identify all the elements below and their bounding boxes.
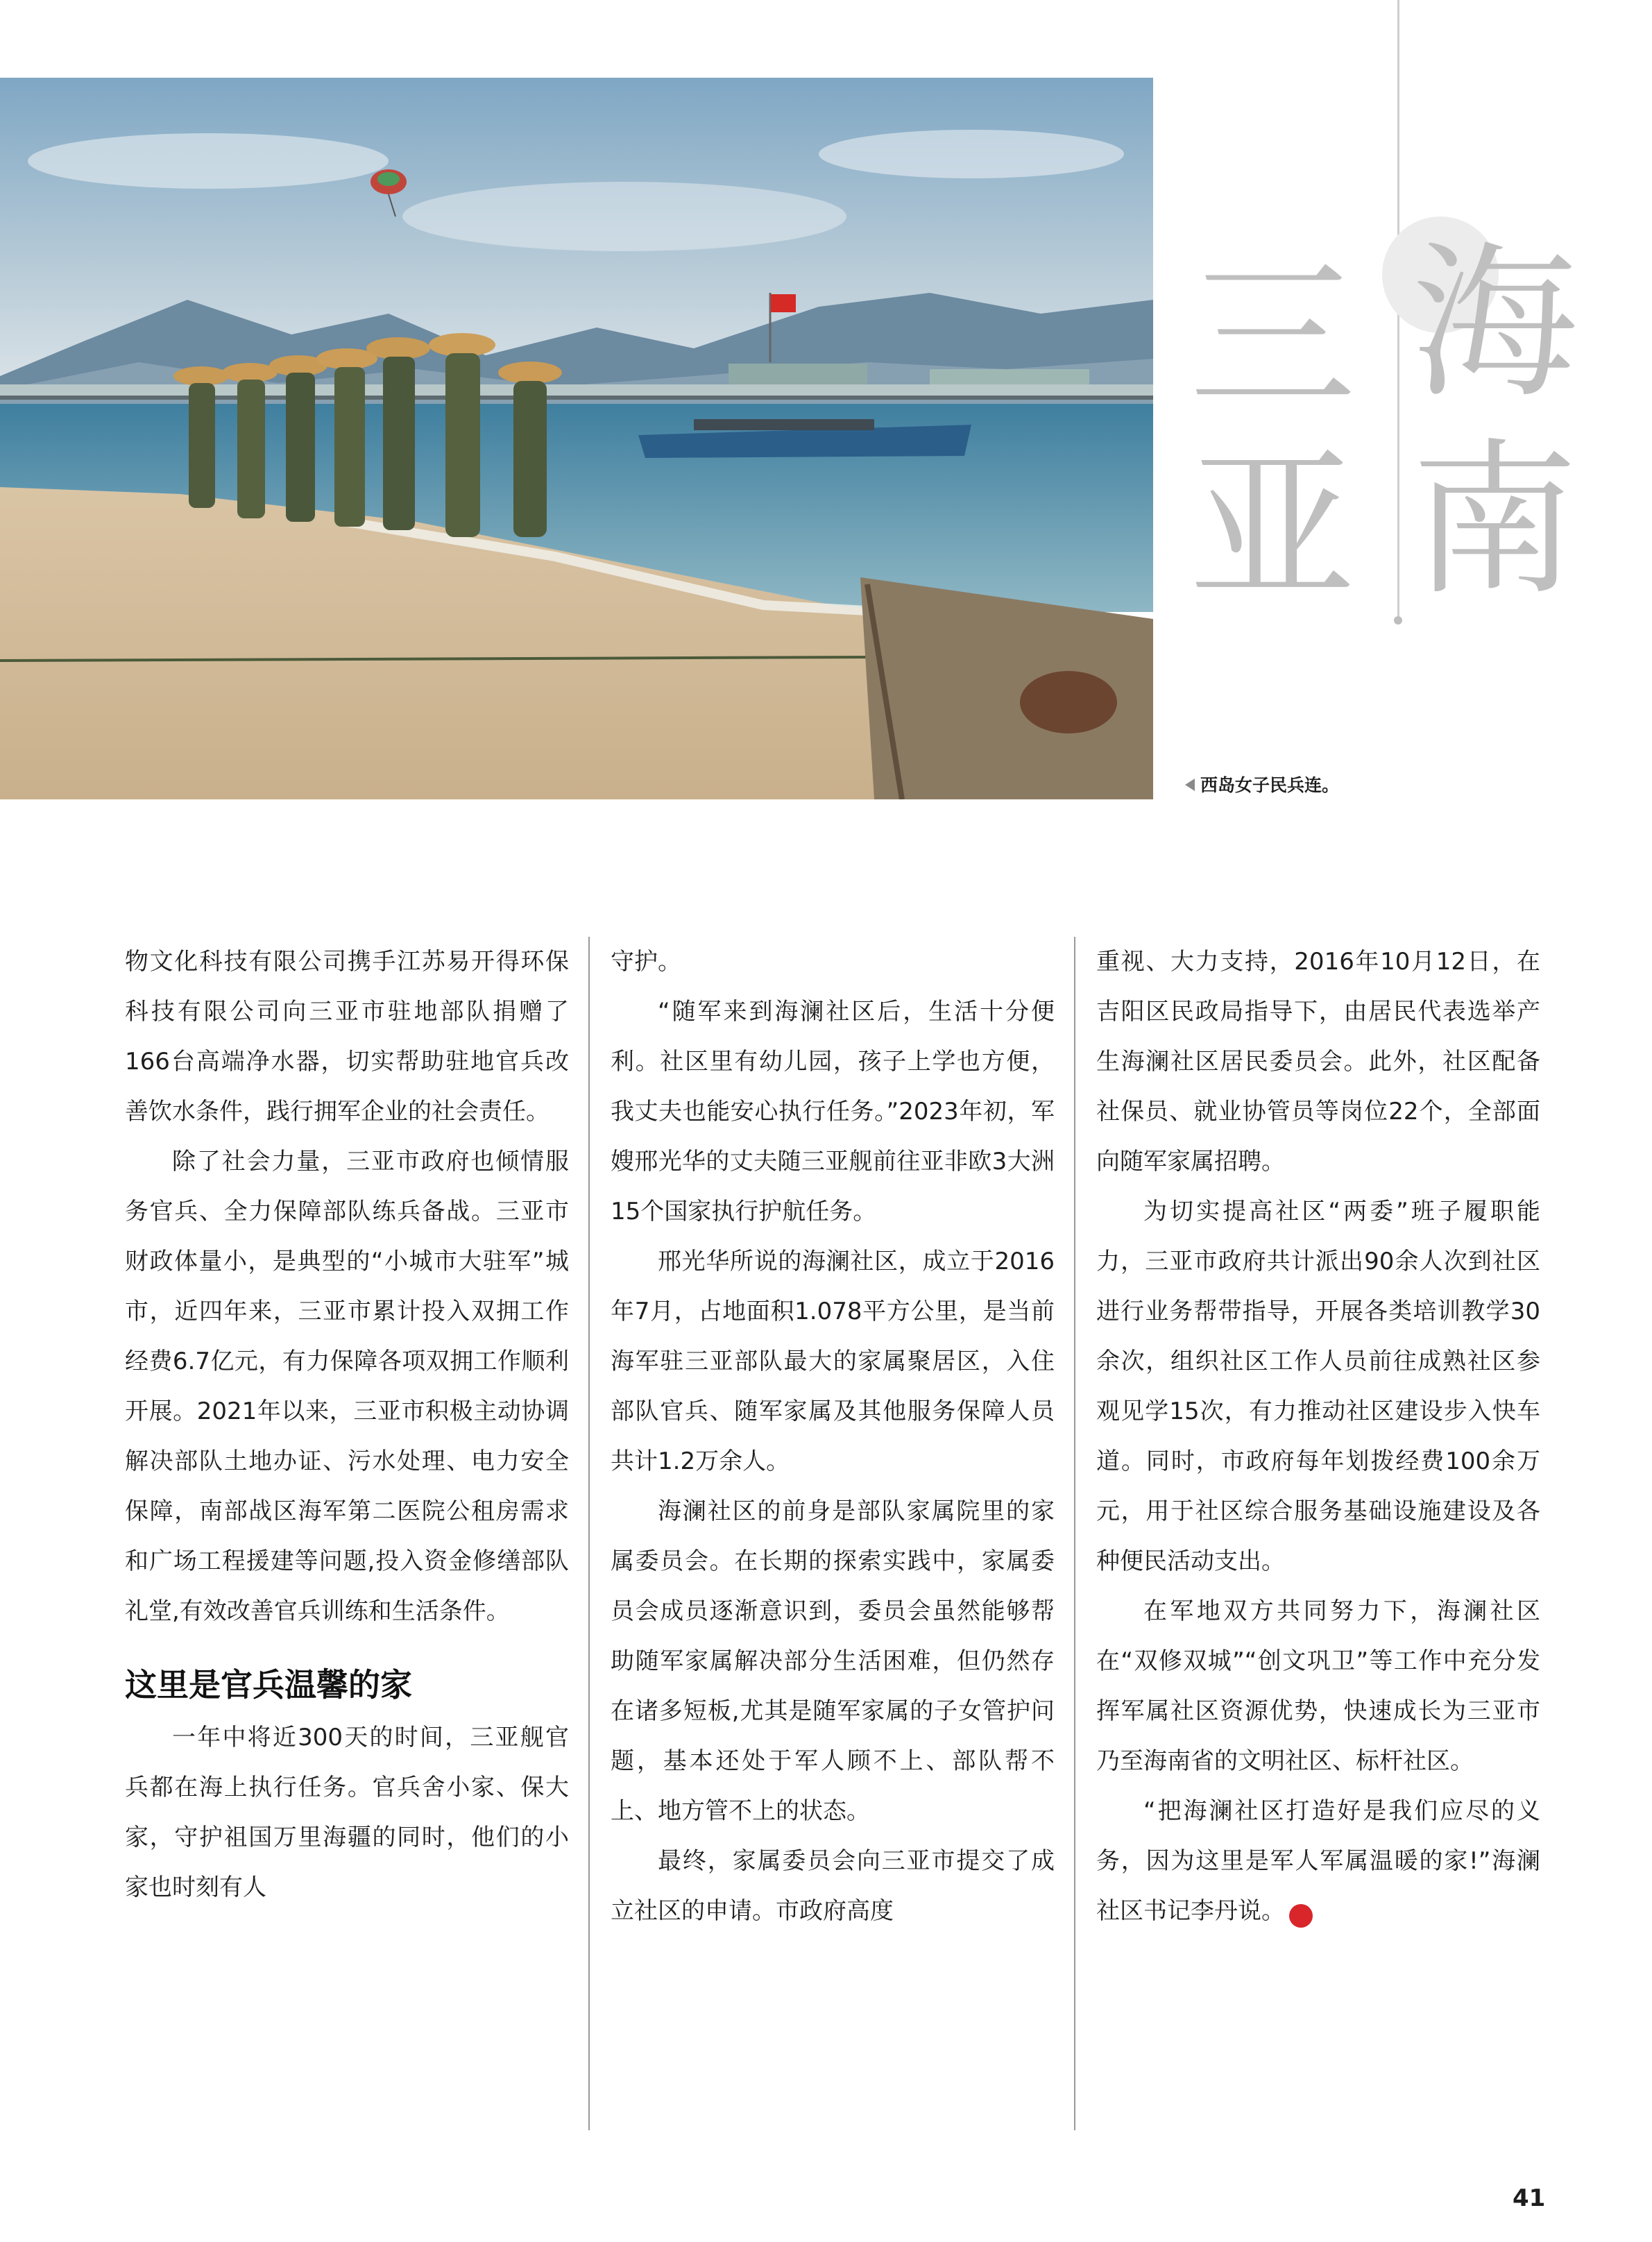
column-separator bbox=[1074, 937, 1075, 2130]
paragraph-final bbox=[1096, 1786, 1540, 1936]
paragraph: 重视、大力支持，2016年10月12日，在吉阳区民政局指导下，由居民代表选举产生海澜社区居民委员会。此外，社区配备社保员、就业协管员等岗位22个，全部面向随军家属招聘。 bbox=[1096, 948, 1540, 1175]
text-column-1 bbox=[125, 937, 569, 1912]
column-separator bbox=[588, 937, 590, 2130]
text-column-3 bbox=[1096, 937, 1540, 1936]
paragraph: 物文化科技有限公司携手江苏易开得环保科技有限公司向三亚市驻地部队捐赠了166台高端净水器，切实帮助驻地官兵改善饮水条件，践行拥军企业的社会责任。 bbox=[125, 948, 569, 1126]
paragraph: 海澜社区的前身是部队家属院里的家属委员会。在长期的探索实践中，家属委员会成员逐渐意识到，委员会虽然能够帮助随军家属解决部分生活困难，但仍然存在诸多短板,尤其是随军家属的子女管护问题，基本还处于军人顾不上、部队帮不上、地方管不上的状态。 bbox=[611, 1497, 1055, 1825]
caption-arrow-icon bbox=[1185, 779, 1195, 791]
page-number: 41 bbox=[1513, 2184, 1546, 2212]
text-column-2 bbox=[611, 937, 1055, 1936]
title-char-nan: 南 bbox=[1411, 423, 1578, 618]
rule-dot bbox=[1394, 616, 1402, 625]
paragraph: 邢光华所说的海澜社区，成立于2016年7月，占地面积1.078平方公里，是当前海军驻三亚部队最大的家属聚居区，入住部队官兵、随军家属及其他服务保障人员共计1.2万余人。 bbox=[611, 1248, 1055, 1475]
paragraph: 最终，家属委员会向三亚市提交了成立社区的申请。市政府高度 bbox=[611, 1847, 1055, 1925]
title-char-ya: 亚 bbox=[1189, 430, 1356, 625]
paragraph: 一年中将近300天的时间，三亚舰官兵都在海上执行任务。官兵舍小家、保大家，守护祖国万里海疆的同时，他们的小家也时刻有人 bbox=[125, 1724, 569, 1901]
title-char-san: 三 bbox=[1189, 240, 1356, 434]
title-char-hai: 海 bbox=[1411, 226, 1578, 421]
paragraph: 为切实提高社区“两委”班子履职能力，三亚市政府共计派出90余人次到社区进行业务帮带指导，开展各类培训教学30余次，组织社区工作人员前往成熟社区参观见学15次，有力推动社区建设步入快车道。同时，市政府每年划拨经费100余万元，用于社区综合服务基础设施建设及各种便民活动支出。 bbox=[1096, 1198, 1540, 1575]
paragraph: 在军地双方共同努力下，海澜社区在“双修双城”“创文巩卫”等工作中充分发挥军属社区资源优势，快速成长为三亚市乃至海南省的文明社区、标杆社区。 bbox=[1096, 1597, 1540, 1775]
feature-photo bbox=[0, 78, 1153, 799]
paragraph: “随军来到海澜社区后，生活十分便利。社区里有幼儿园，孩子上学也方便，我丈夫也能安心执行任务。”2023年初，军嫂邢光华的丈夫随三亚舰前往亚非欧3大洲15个国家执行护航任务。 bbox=[611, 998, 1055, 1225]
paragraph-final-text: “把海澜社区打造好是我们应尽的义务，因为这里是军人军属温暖的家!”海澜社区书记李丹说。 bbox=[1096, 1797, 1540, 1925]
section-heading: 这里是官兵温馨的家 bbox=[125, 1666, 412, 1704]
photo-caption: 西岛女子民兵连。 bbox=[1200, 775, 1340, 795]
end-mark-icon: N bbox=[1289, 1904, 1313, 1928]
paragraph: 除了社会力量，三亚市政府也倾情服务官兵、全力保障部队练兵备战。三亚市财政体量小，是典型的“小城市大驻军”城市，近四年来，三亚市累计投入双拥工作经费6.7亿元，有力保障各项双拥工作顺利开展。2021年以来，三亚市积极主动协调解决部队土地办证、污水处理、电力安全保障，南部战区海军第二医院公租房需求和广场工程援建等问题,投入资金修缮部队礼堂,有效改善官兵训练和生活条件。 bbox=[125, 1148, 569, 1625]
paragraph: 守护。 bbox=[611, 948, 681, 976]
